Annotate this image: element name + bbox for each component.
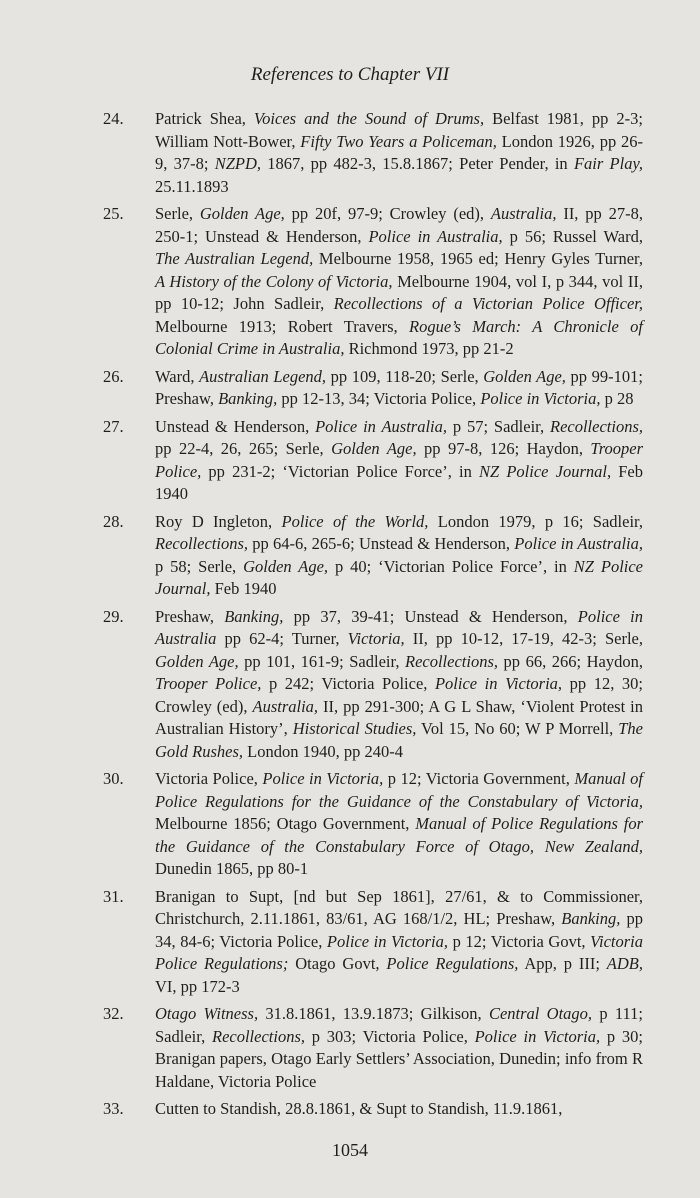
reference-segment: pp 12-13, 34; Victoria Police, [277, 389, 481, 408]
reference-title: NZ Police Journal, [479, 461, 612, 481]
reference-segment: Branigan to Supt, [nd but Sep 1861], 27/61, & to Commissioner, Christchurch, 2.11.1861, 83/61, AG 168/1/2, HL; Preshaw, [155, 886, 643, 928]
reference-segment: pp 109, 118-20; Serle, [326, 366, 484, 386]
reference-title: Recollections, [404, 651, 498, 671]
reference-title: A History of the Colony of Victoria, [155, 271, 393, 291]
reference-segment: p 58; Serle, [155, 556, 244, 576]
reference-segment: Vol 15, No 60; W P Morrell, [416, 719, 619, 738]
reference-title: Recollections, [211, 1026, 305, 1046]
reference-segment: Otago Govt, [288, 954, 387, 973]
reference-text [155, 109, 643, 196]
reference-title: Trooper Police, [155, 674, 262, 693]
reference-segment: London 1979, p 16; Sadleir, [428, 511, 643, 531]
reference-item [103, 203, 643, 361]
reference-text [155, 204, 643, 358]
reference-title: Victoria, [347, 629, 405, 648]
reference-segment: p 28 [600, 389, 634, 408]
reference-number: 29. [103, 606, 124, 626]
reference-segment: London 1926, pp 26-9, 37-8; [155, 131, 643, 173]
reference-segment: p 111; Sadleir, [155, 1004, 643, 1046]
reference-segment: pp 66, 266; Haydon, [498, 651, 643, 671]
reference-title: Golden Age, [331, 439, 417, 458]
reference-title: Australia, [252, 696, 319, 716]
reference-number: 31. [103, 886, 124, 906]
reference-segment: pp 64-6, 265-6; Unstead & Henderson, [248, 534, 515, 553]
reference-title: Police of the World, [281, 511, 429, 531]
reference-segment: Ward, [155, 366, 200, 386]
reference-item [103, 886, 643, 999]
reference-title: Police in Australia [155, 606, 644, 648]
reference-segment: 25.11.1893 [155, 176, 229, 196]
reference-title: Golden Age, [483, 366, 566, 386]
reference-text [155, 512, 643, 599]
reference-segment: pp 34, 84-6; Victoria Police, [155, 909, 643, 951]
reference-segment: p 57; Sadleir, [447, 416, 550, 436]
reference-segment: Serle, [155, 204, 200, 223]
reference-title: ADB, [606, 954, 643, 973]
reference-item [103, 511, 643, 601]
reference-title: Recollections, [549, 416, 643, 436]
reference-title: Police in Victoria, [480, 389, 601, 408]
reference-item [103, 416, 643, 506]
reference-segment: II, pp 291-300; A G L Shaw, ‘Violent Protest in Australian History’, [155, 696, 643, 738]
reference-title: Police in Victoria, [262, 769, 384, 788]
reference-segment: pp 37, 39-41; Unstead & Henderson, [283, 606, 578, 626]
reference-segment: Richmond 1973, pp 21-2 [344, 339, 514, 358]
reference-segment: Melbourne 1958, 1965 ed; Henry Gyles Turner, [313, 249, 644, 268]
reference-segment: Melbourne 1856; Otago Government, [155, 814, 416, 833]
reference-segment: Unstead & Henderson, [155, 416, 316, 436]
reference-item [103, 1003, 643, 1093]
reference-number: 33. [103, 1099, 124, 1118]
reference-title: Australia, [490, 204, 557, 223]
reference-title: Historical Studies, [292, 719, 417, 738]
reference-list [103, 108, 643, 1126]
reference-title: Manual of Police Regulations for the Guidance of the Constabulary of Victoria, [155, 769, 643, 811]
reference-segment: Dunedin 1865, pp 80-1 [155, 859, 309, 878]
reference-segment: VI, pp 172-3 [155, 976, 240, 996]
reference-segment: pp 97-8, 126; Haydon, [416, 439, 591, 458]
reference-title: Golden Age, [199, 204, 285, 223]
reference-title: NZPD, [214, 154, 262, 173]
reference-title: Fifty Two Years a Policeman, [300, 131, 497, 151]
reference-segment: Feb 1940 [210, 579, 277, 598]
reference-item [103, 768, 643, 881]
reference-number: 28. [103, 511, 124, 531]
reference-number: 26. [103, 366, 124, 386]
reference-title: Recollections, [155, 534, 249, 553]
reference-item [103, 366, 643, 411]
reference-title: Victoria Police Regulations; [155, 931, 643, 973]
reference-segment: pp 231-2; ‘Victorian Police Force’, in [201, 461, 479, 481]
reference-item [103, 108, 643, 198]
page-number: 1054 [332, 1140, 368, 1160]
reference-segment: II, pp 27-8, 250-1; Unstead & Henderson, [155, 204, 644, 246]
reference-segment: pp 101, 161-9; Sadleir, [238, 651, 405, 671]
reference-segment: Cutten to Standish, 28.8.1861, & Supt to Standish, 11.9.1861, [155, 1099, 563, 1118]
reference-segment: p 30; Branigan papers, Otago Early Settlers’ Association, Dunedin; info from R Haldane, Victoria Police [155, 1026, 643, 1091]
reference-title: Central Otago, [488, 1004, 593, 1023]
reference-segment: pp 20f, 97-9; Crowley (ed), [284, 204, 491, 223]
reference-segment: p 12; Victoria Govt, [448, 931, 591, 951]
reference-segment: Patrick Shea, [155, 109, 254, 128]
reference-number: 27. [103, 416, 124, 436]
reference-title: Police in Victoria, [434, 674, 563, 693]
reference-text [155, 1099, 562, 1118]
reference-text [155, 769, 643, 878]
reference-title: Golden Age, [243, 556, 329, 576]
reference-title: Trooper Police, [155, 439, 643, 481]
reference-title: Manual of Police Regulations for the Guidance of the Constabulary Force of Otago, New Zealand, [155, 814, 644, 856]
reference-title: Australian Legend, [199, 366, 327, 386]
reference-segment: 1867, pp 482-3, 15.8.1867; Peter Pender, in [261, 154, 574, 173]
reference-title: Rogue’s March: A Chronicle of Colonial Crime in Australia, [155, 316, 643, 358]
reference-title: Police in Victoria, [474, 1026, 601, 1046]
reference-title: Banking, [218, 389, 278, 408]
reference-segment: p 303; Victoria Police, [305, 1026, 475, 1046]
reference-title: Recollections of a Victorian Police Officer, [333, 294, 643, 313]
reference-text [155, 607, 643, 761]
reference-title: NZ Police Journal, [155, 556, 644, 598]
reference-title: Voices and the Sound of Drums, [253, 109, 485, 128]
reference-segment: Melbourne 1904, vol I, p 344, vol II, pp 10-12; John Sadleir, [155, 271, 643, 313]
reference-text [155, 1004, 643, 1091]
reference-text [155, 417, 643, 504]
reference-segment: pp 62-4; Turner, [216, 629, 348, 648]
reference-item [103, 606, 643, 764]
reference-segment: 31.8.1861, 13.9.1873; Gilkison, [258, 1004, 489, 1023]
reference-segment: Feb 1940 [155, 461, 643, 503]
reference-title: The Gold Rushes, [155, 719, 643, 761]
reference-title: Banking, [561, 909, 621, 928]
reference-segment: Preshaw, [155, 606, 225, 626]
reference-title: Police in Australia, [368, 226, 503, 246]
reference-segment: p 56; Russel Ward, [502, 226, 643, 246]
reference-title: Police in Australia, [315, 416, 448, 436]
page-header: References to Chapter VII [250, 64, 450, 85]
reference-title: The Australian Legend, [155, 249, 314, 268]
reference-segment: p 12; Victoria Government, [383, 769, 575, 788]
reference-title: Golden Age, [155, 651, 239, 671]
reference-segment: p 242; Victoria Police, [261, 674, 435, 693]
reference-number: 32. [103, 1004, 124, 1023]
reference-title: Police in Australia, [514, 534, 643, 553]
reference-item [103, 1098, 643, 1121]
reference-number: 25. [103, 204, 124, 223]
reference-segment: II, pp 10-12, 17-19, 42-3; Serle, [404, 629, 643, 648]
reference-text [155, 887, 643, 996]
reference-number: 30. [103, 769, 124, 788]
reference-title: Police Regulations, [386, 954, 519, 973]
reference-segment: pp 12, 30; Crowley (ed), [155, 674, 643, 716]
reference-segment: Belfast 1981, pp 2-3; William Nott-Bower, [155, 109, 643, 151]
reference-segment: Melbourne 1913; Robert Travers, [155, 316, 409, 336]
reference-number: 24. [103, 109, 124, 128]
reference-segment: App, p III; [518, 954, 607, 973]
reference-segment: Roy D Ingleton, [155, 511, 282, 531]
reference-segment: pp 99-101; Preshaw, [155, 366, 643, 408]
reference-segment: London 1940, pp 240-4 [243, 741, 403, 761]
reference-title: Police in Victoria, [326, 931, 449, 951]
reference-title: Banking, [224, 606, 284, 626]
reference-title: Fair Play, [573, 154, 643, 173]
reference-text [155, 367, 643, 409]
reference-segment: pp 22-4, 26, 265; Serle, [155, 439, 332, 458]
reference-title: Otago Witness, [155, 1004, 259, 1023]
reference-segment: Victoria Police, [155, 769, 263, 788]
reference-segment: p 40; ‘Victorian Police Force’, in [328, 556, 574, 576]
